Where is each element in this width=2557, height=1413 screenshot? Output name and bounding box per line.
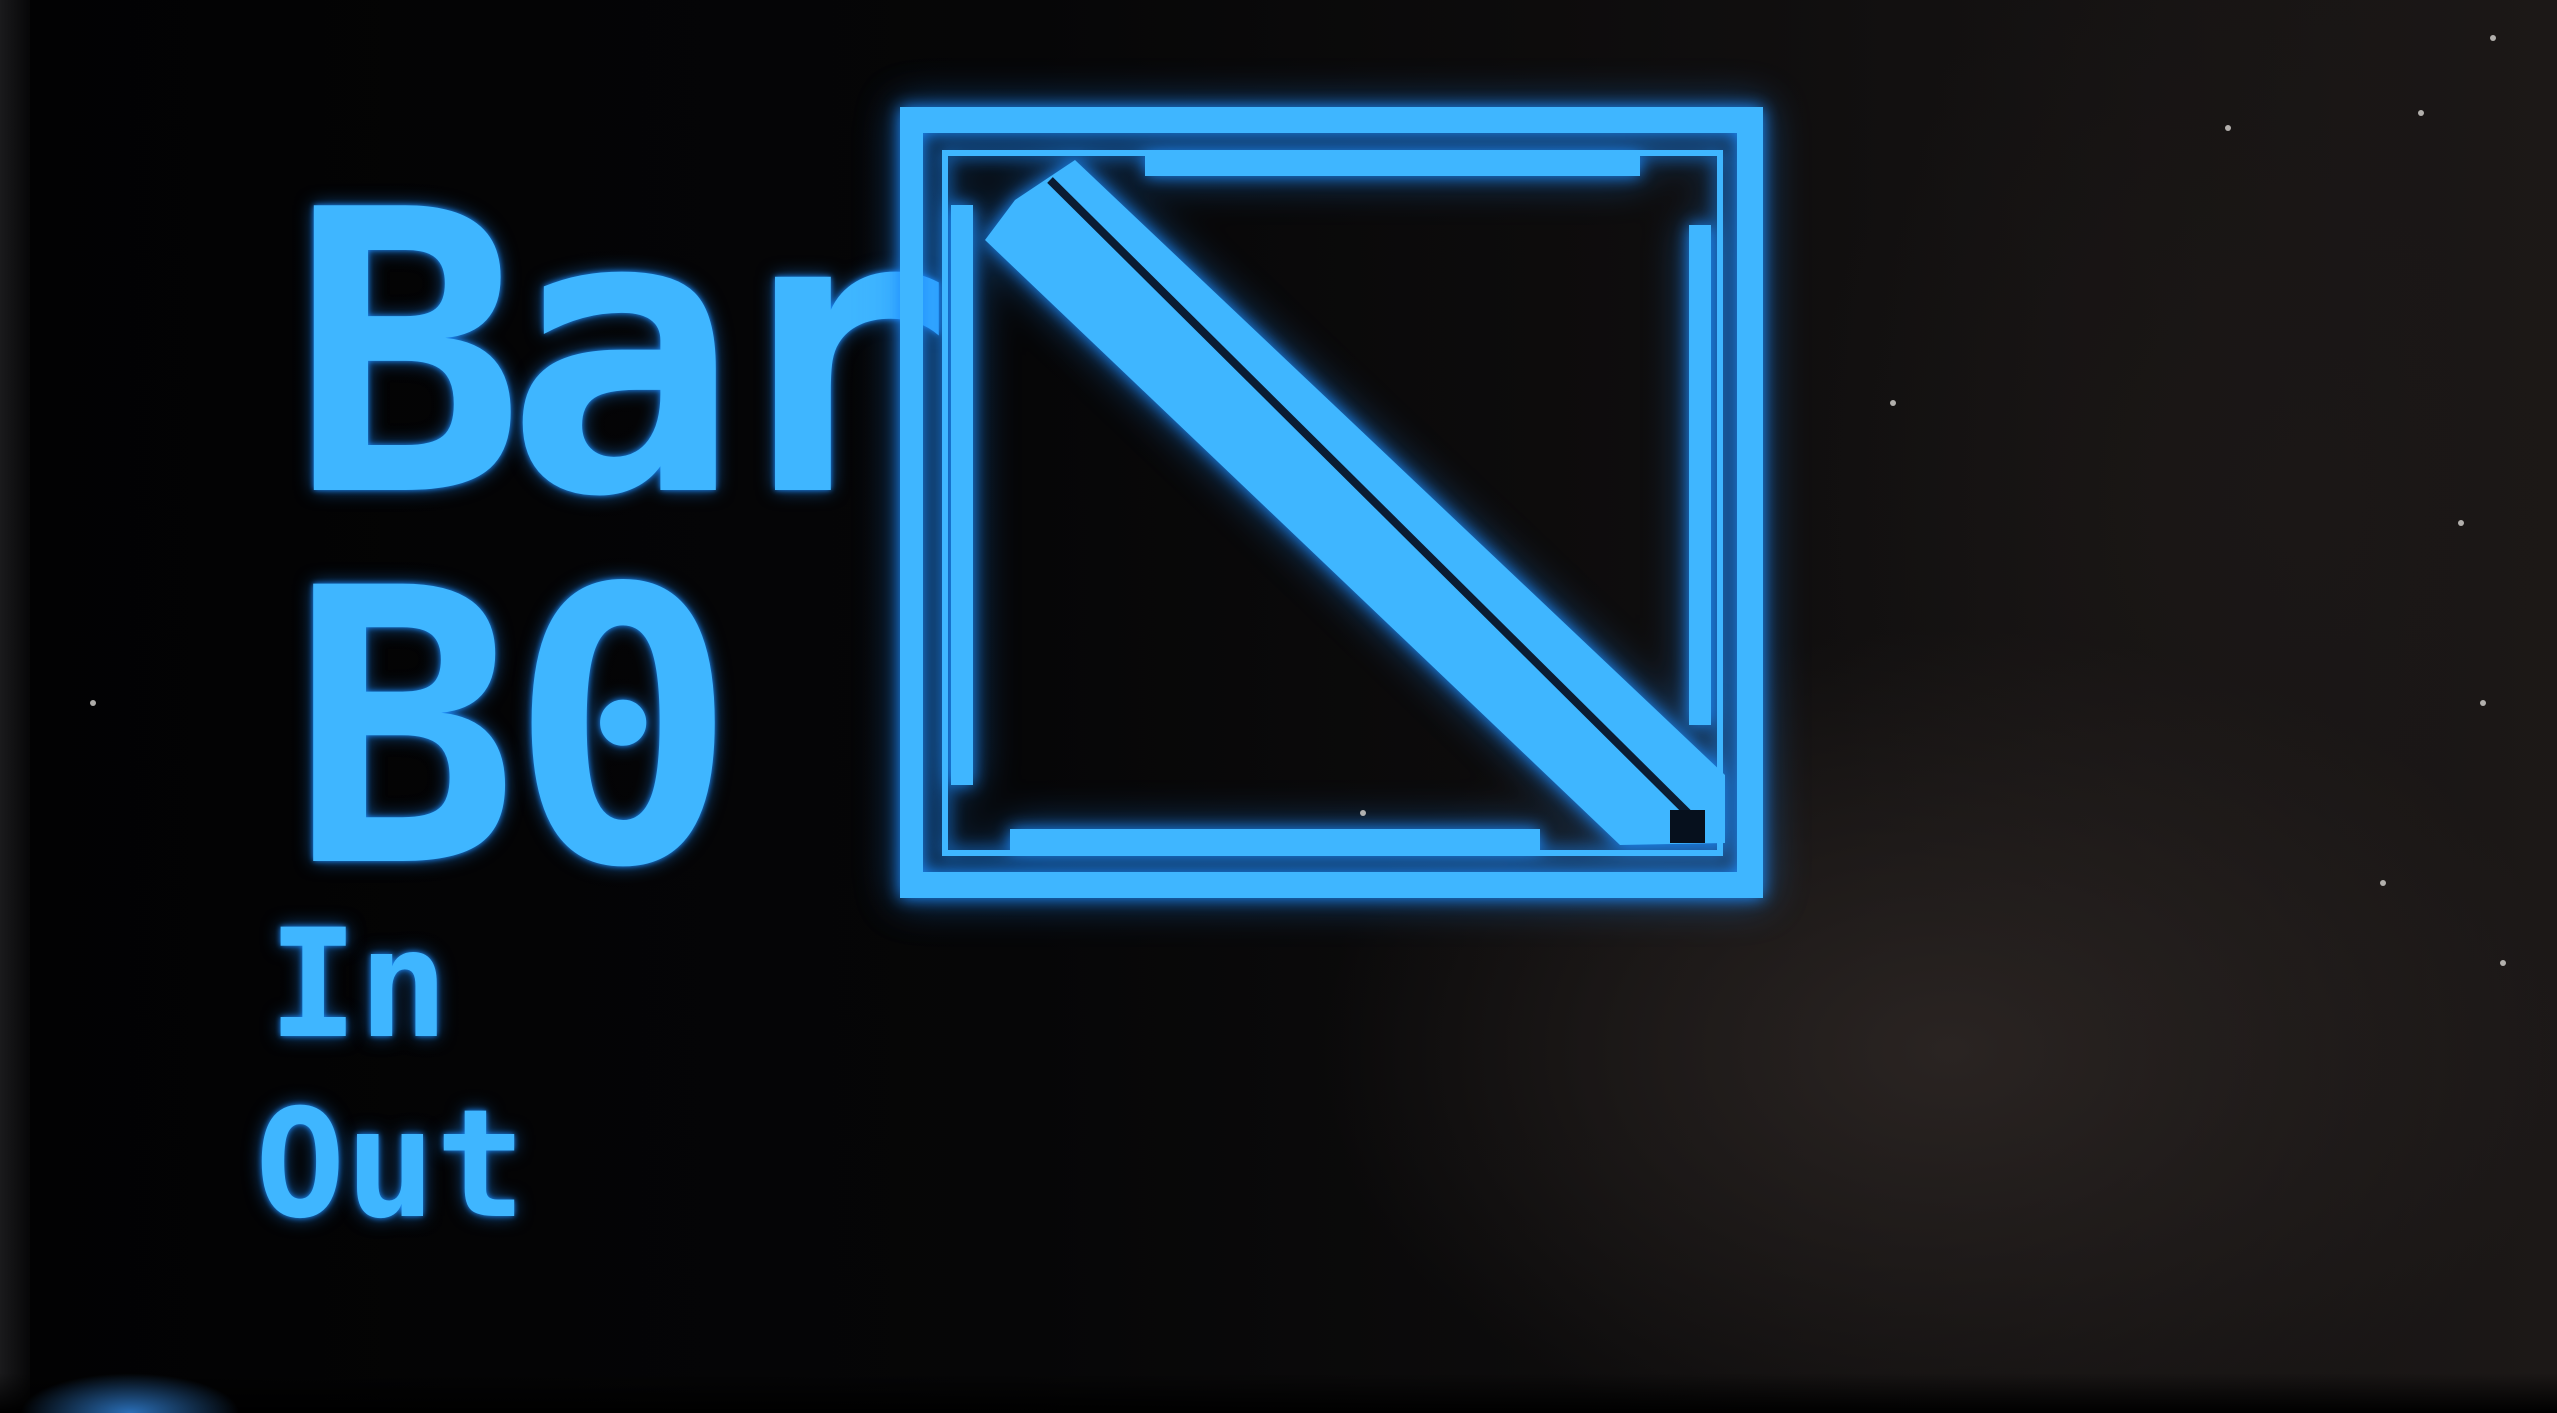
indicator-glow — [20, 1373, 240, 1413]
output-label: Out — [255, 1078, 526, 1252]
transfer-curve-graph — [900, 105, 1770, 905]
device-bezel-bottom — [0, 1373, 2557, 1413]
dust-speck — [2418, 110, 2424, 116]
diagonal-band-centerline — [1050, 180, 1700, 825]
dust-speck — [2490, 35, 2496, 41]
dust-speck — [2225, 125, 2231, 131]
dust-speck — [2480, 700, 2486, 706]
dust-speck — [2500, 960, 2506, 966]
device-bezel — [0, 0, 30, 1413]
transfer-curve-diagonal-icon — [900, 105, 1770, 905]
preset-label: B0 — [290, 508, 728, 951]
dust-speck — [2458, 520, 2464, 526]
dust-speck — [2380, 880, 2386, 886]
diagonal-end-notch — [1670, 810, 1705, 843]
dust-speck — [1360, 810, 1366, 816]
input-label: In — [268, 898, 449, 1072]
mode-label: Bar — [290, 128, 935, 582]
dust-speck — [1890, 400, 1896, 406]
dust-speck — [90, 700, 96, 706]
